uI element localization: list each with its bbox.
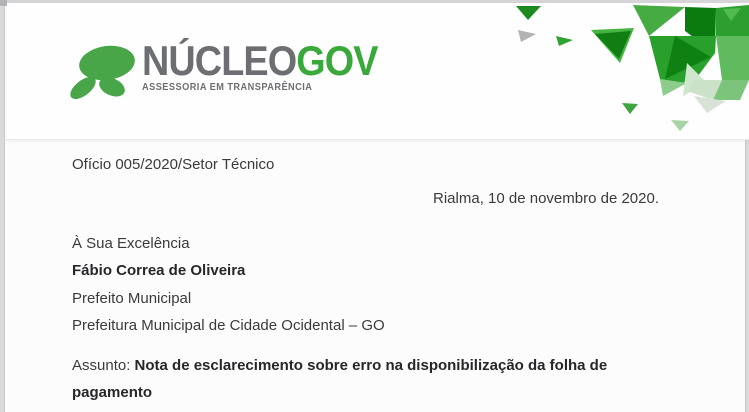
- logo-wordmark-primary: NÚCLEO: [142, 37, 297, 84]
- office-reference: Ofício 005/2020/Setor Técnico: [72, 156, 275, 173]
- window-corner-notch: [0, 0, 7, 6]
- recipient-salutation: À Sua Excelência: [72, 235, 190, 252]
- recipient-organization: Prefeitura Municipal de Cidade Ocidental – GO: [72, 317, 385, 334]
- logo-wordmark: [142, 37, 404, 93]
- page-left-margin: [0, 0, 5, 412]
- recipient-name: Fábio Correa de Oliveira: [72, 262, 246, 279]
- logo-leaf-icon: [68, 44, 138, 100]
- nucleogov-logo: [66, 37, 378, 111]
- window-top-edge: [0, 0, 749, 3]
- logo-tagline: ASSESSORIA EM TRANSPARÊNCIA: [142, 82, 313, 93]
- subject-text: Nota de esclarecimento sobre erro na disponibilização da folha de pagamento: [72, 357, 608, 401]
- subject-label: Assunto:: [72, 357, 131, 374]
- letterhead: [6, 3, 749, 140]
- corner-triangles-decoration: [479, 3, 749, 135]
- recipient-role: Prefeito Municipal: [72, 290, 192, 307]
- place-date-line: Rialma, 10 de novembro de 2020.: [433, 190, 659, 207]
- logo-wordmark-secondary: GOV: [296, 37, 378, 84]
- subject-line: [72, 352, 650, 406]
